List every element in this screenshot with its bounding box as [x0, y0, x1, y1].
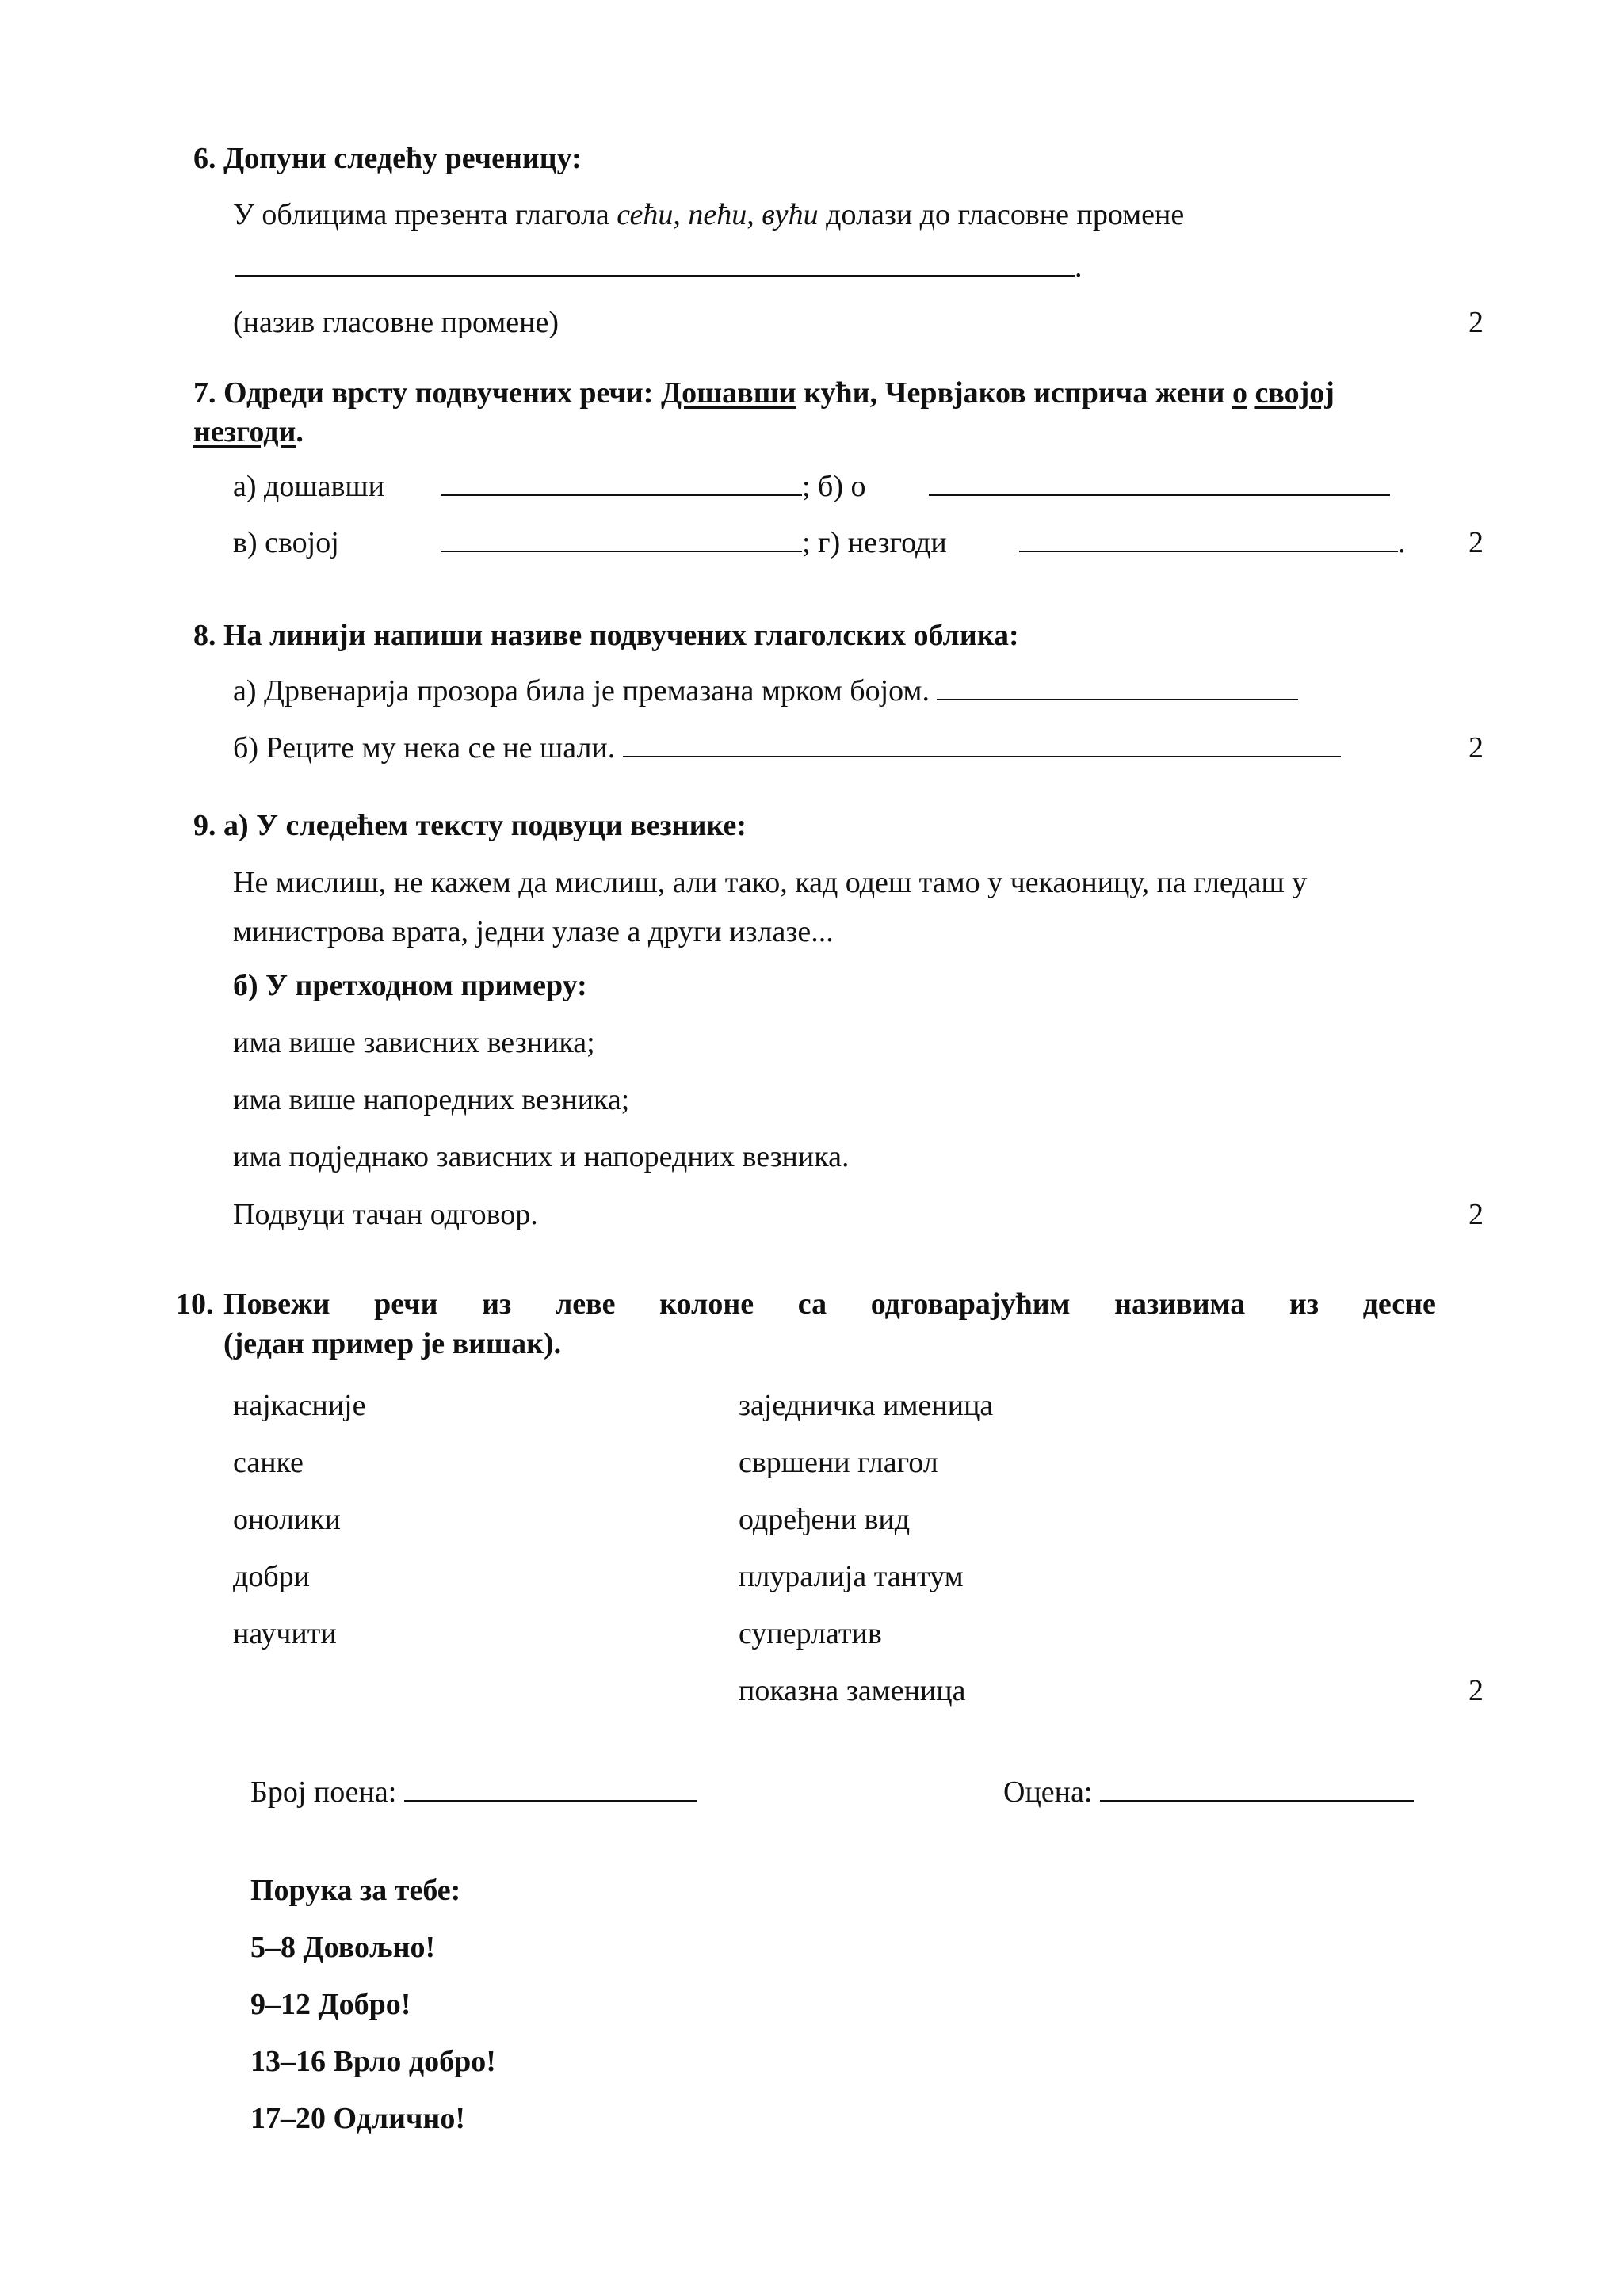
q10-heading-word: из	[482, 1287, 512, 1321]
q7-underlined-word-3: својој	[1254, 376, 1335, 410]
q9-option-2[interactable]: има више напоредних везника;	[233, 1083, 630, 1116]
score-blank[interactable]	[404, 1778, 697, 1802]
q10-heading-line2: (један пример је вишак).	[223, 1327, 562, 1360]
q6-sentence	[233, 197, 1184, 234]
q10-heading-word: називима	[1114, 1287, 1246, 1321]
q10-heading-line1	[223, 1287, 1436, 1323]
q7-row-1-blank-b[interactable]	[929, 469, 1390, 505]
q6-verb-3: вући	[762, 198, 819, 231]
q7-heading-line2	[193, 414, 304, 451]
q9-option-3[interactable]: има подједнако зависних и напоредних везника.	[233, 1140, 850, 1173]
q10-points: 2	[1468, 1674, 1484, 1707]
q10-heading-word: десне	[1362, 1287, 1436, 1321]
q7-heading	[193, 376, 1335, 412]
q8-points: 2	[1468, 731, 1484, 765]
q9-heading: 9. а) У следећем тексту подвуци везнике:	[193, 809, 747, 842]
q8-item-b[interactable]	[233, 730, 1341, 767]
q6-blank[interactable]	[235, 253, 1075, 277]
q9-points: 2	[1468, 1198, 1484, 1231]
grade-blank[interactable]	[1100, 1778, 1414, 1802]
q7-heading-end: .	[296, 415, 304, 448]
q10-heading-word: Повежи	[223, 1287, 330, 1321]
score-field[interactable]	[250, 1775, 697, 1811]
q6-text-before: У облицима презента глагола	[233, 198, 609, 231]
q10-number: 10.	[176, 1287, 214, 1321]
q7-underlined-word-1: Дошавши	[660, 376, 796, 410]
q10-right-item[interactable]: свршени глагол	[739, 1446, 938, 1479]
q7-label-c: в) својој	[233, 526, 339, 559]
q9-text-line-1[interactable]: Не мислиш, не кажем да мислиш, али тако, кад одеш тамо у чекаоницу, па гледаш у	[233, 866, 1308, 899]
q10-heading-word: леве	[555, 1287, 616, 1321]
q10-left-item[interactable]: онолики	[233, 1503, 341, 1536]
grade-field[interactable]	[1003, 1775, 1414, 1811]
q10-heading-word: речи	[374, 1287, 438, 1321]
q7-blank-c[interactable]	[441, 528, 802, 552]
q8-text-a: а) Дрвенарија прозора била је премазана мрком бојом.	[233, 674, 930, 707]
q6-hint: (назив гласовне промене)	[233, 306, 559, 339]
q6-sep-1: ,	[673, 198, 681, 231]
q10-right-item[interactable]: плуралија тантум	[739, 1560, 964, 1593]
q7-row-2-end: .	[1398, 526, 1406, 559]
q6-verb-1: сећи	[617, 198, 674, 231]
q10-right-item[interactable]: одређени вид	[739, 1503, 911, 1536]
message-item: 5–8 Довољно!	[250, 1931, 436, 1964]
q8-blank-a[interactable]	[937, 677, 1298, 700]
q7-underlined-word-2: о	[1232, 376, 1247, 410]
q7-label-a: а) дошавши	[233, 470, 385, 503]
q10-heading-word: са	[797, 1287, 827, 1321]
q7-blank-b[interactable]	[929, 472, 1390, 496]
q9-instruction: Подвуци тачан одговор.	[233, 1198, 538, 1231]
q9-text-line-2[interactable]: министрова врата, једни улазе а други излазе...	[233, 915, 834, 948]
q10-left-item[interactable]: добри	[233, 1560, 311, 1593]
q7-row-2-answers[interactable]	[441, 525, 947, 562]
q6-points: 2	[1468, 306, 1484, 339]
q10-left-item[interactable]: најкасније	[233, 1389, 366, 1422]
q7-blank-d[interactable]	[1019, 528, 1398, 552]
q8-blank-b[interactable]	[623, 734, 1341, 757]
q6-answer-line[interactable]	[235, 250, 1083, 286]
q9-sub-heading: б) У претходном примеру:	[233, 969, 587, 1002]
q6-line-end: .	[1075, 250, 1083, 284]
q10-heading-word: из	[1289, 1287, 1319, 1321]
q10-left-item[interactable]: санке	[233, 1446, 304, 1479]
message-item: 13–16 Врло добро!	[250, 2045, 496, 2078]
q9-option-1[interactable]: има више зависних везника;	[233, 1026, 595, 1059]
q7-label-d: ; г) незгоди	[802, 526, 947, 559]
message-title: Порука за тебе:	[250, 1874, 461, 1907]
q8-heading: 8. На линији напиши називе подвучених глаголских облика:	[193, 619, 1019, 652]
q8-item-a[interactable]	[233, 673, 1298, 710]
grade-label: Оцена:	[1003, 1775, 1093, 1809]
q7-row-1-answers[interactable]	[441, 469, 866, 505]
message-item: 9–12 Добро!	[250, 1988, 411, 2021]
q8-text-b: б) Реците му нека се не шали.	[233, 731, 616, 765]
q6-sep-2: ,	[747, 198, 754, 231]
q7-underlined-word-4: незгоди	[193, 415, 296, 448]
q7-row-1	[233, 469, 384, 505]
q10-right-item[interactable]: заједничка именица	[739, 1389, 994, 1422]
q7-heading-mid: кући, Червјаков исприча жени	[804, 376, 1225, 410]
q7-blank-a[interactable]	[441, 472, 802, 496]
q7-row-2	[233, 525, 339, 562]
message-item: 17–20 Одлично!	[250, 2102, 465, 2135]
q6-verb-2: пећи	[688, 198, 747, 231]
q7-heading-prefix: 7. Одреди врсту подвучених речи:	[193, 376, 654, 410]
q7-points: 2	[1468, 526, 1484, 559]
q10-right-item[interactable]: суперлатив	[739, 1617, 882, 1650]
q7-label-b: ; б) о	[802, 470, 866, 503]
q10-heading-word: колоне	[659, 1287, 754, 1321]
q10-left-item[interactable]: научити	[233, 1617, 337, 1650]
q10-heading-word: одговарајућим	[870, 1287, 1071, 1321]
q10-right-item[interactable]: показна заменица	[739, 1674, 966, 1707]
q6-text-after: долази до гласовне промене	[826, 198, 1185, 231]
q7-row-2-blank-d[interactable]	[1019, 525, 1406, 562]
q6-heading: 6. Допуни следећу реченицу:	[193, 142, 582, 175]
score-label: Број поена:	[250, 1775, 397, 1809]
